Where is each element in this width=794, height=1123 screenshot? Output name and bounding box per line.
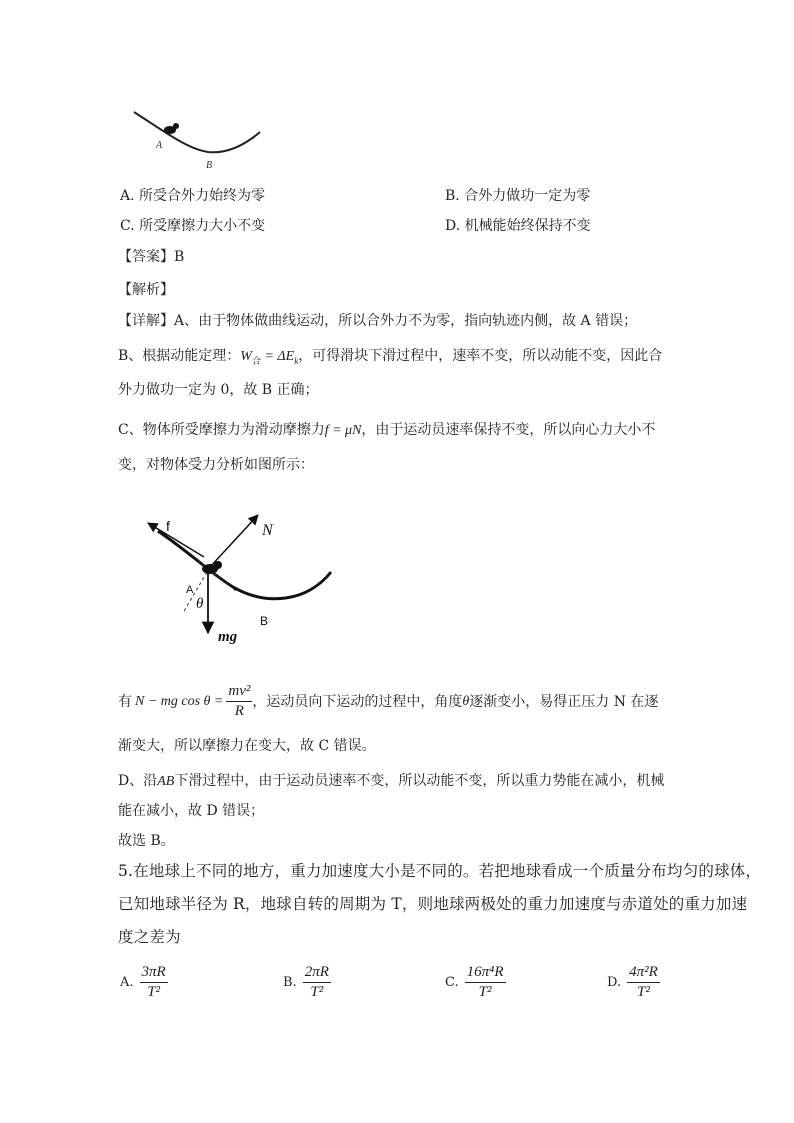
detail-line-4 [118,420,655,441]
work-symbol: W [240,349,252,364]
detail-line-9: 能在减小，故 D 错误； [118,803,265,819]
detail-line-5: 变，对物体受力分析如图所示： [118,457,314,473]
track-curve [134,112,260,152]
option-letter: D. [607,974,622,990]
option-letter: C. [445,974,459,990]
label-b: B [206,160,213,171]
fraction-numerator: mv² [226,683,252,702]
detail-line-8-post: 下滑过程中，由于运动员速率不变，所以动能不变，所以重力势能在减小，机械 [174,773,665,789]
q5-option-a [120,964,168,1001]
fraction-numerator: 4π²R [627,964,660,983]
detail-line-4-post: ，由于运动员速率保持不变，所以向心力大小不 [361,422,656,438]
label-a: A [186,584,194,596]
skier-icon [164,123,179,134]
fraction-denominator: R [234,703,244,719]
force-diagram [138,505,343,650]
q5-option-c [445,964,506,1001]
option-letter: B. [283,974,297,990]
answer: 【答案】B [118,249,185,265]
question-5-line-3: 度之差为 [118,928,181,946]
option-letter: A. [120,974,134,990]
option-b: B. 合外力做功一定为零 [445,188,591,204]
fraction-denominator: T² [147,984,161,1000]
track-figure-1 [128,104,268,176]
force-equation: N − mg cos θ = [135,693,224,709]
detail-line-3: 外力做功一定为 0，故 B 正确； [118,382,319,398]
question-5-line-1: 5.在地球上不同的地方，重力加速度大小是不同的。若把地球看成一个质量分布均匀的球体， [118,862,762,880]
friction-arrow [148,523,204,557]
fraction-denominator: T² [637,984,650,1000]
label-mg: mg [218,629,238,645]
option-a: A. 所受合外力始终为零 [120,188,266,204]
option-fraction [140,964,168,1001]
detail-line-2 [118,346,662,372]
option-fraction [627,964,660,1001]
fraction-numerator: 3πR [140,964,168,983]
fraction-numerator: 2πR [303,964,331,983]
label-a: A [156,140,163,151]
label-f: f [166,518,170,534]
detail-line-4-pre: C、物体所受摩擦力为滑动摩擦力 [118,422,325,438]
delta-ek: = ΔE [260,349,295,364]
label-b: B [260,614,269,628]
detail-line-6-post-a: ，运动员向下运动的过程中，角度 [252,693,463,710]
detail-line-1: 【详解】A、由于物体做曲线运动，所以合外力不为零，指向轨迹内侧，故 A 错误； [118,313,638,329]
option-fraction [303,964,331,1001]
question-5-line-2: 已知地球半径为 R，地球自转的周期为 T，则地球两极处的重力加速度与赤道处的重力加速 [118,895,748,913]
detail-line-8 [118,771,664,792]
ab-segment: AB [157,774,175,789]
friction-formula: f = μN [324,423,362,438]
skier-icon [202,561,222,574]
detail-line-10: 故选 B。 [118,833,175,849]
detail-line-7: 渐变大，所以摩擦力在变大，故 C 错误。 [118,738,376,754]
fraction-denominator: T² [310,984,324,1000]
theta-symbol: θ [462,693,470,709]
track-curve [158,531,331,599]
centripetal-fraction [226,683,252,720]
detail-line-8-pre: D、沿 [118,773,158,789]
ek-subscript: k [294,355,299,366]
analysis-title: 【解析】 [118,282,174,298]
detail-line-6 [118,683,658,720]
fraction-denominator: T² [478,984,492,1000]
label-n: N [262,522,273,539]
option-fraction [465,964,506,1001]
detail-line-6-post-b: 逐渐变小，易得正压力 N 在逐 [469,693,659,710]
work-subscript: 合 [251,356,261,367]
option-d: D. 机械能始终保持不变 [445,218,591,234]
label-theta: θ [196,596,204,612]
normal-force-arrow [210,515,258,567]
option-c: C. 所受摩擦力大小不变 [120,218,266,234]
fraction-numerator: 16π⁴R [465,964,506,983]
detail-line-2-pre: B、根据动能定理： [118,348,241,364]
q5-option-b [283,964,331,1001]
q5-option-d [607,964,660,1001]
detail-line-6-pre: 有 [118,693,132,710]
detail-line-2-post: ，可得滑块下滑过程中，速率不变，所以动能不变，因此合 [298,348,663,364]
